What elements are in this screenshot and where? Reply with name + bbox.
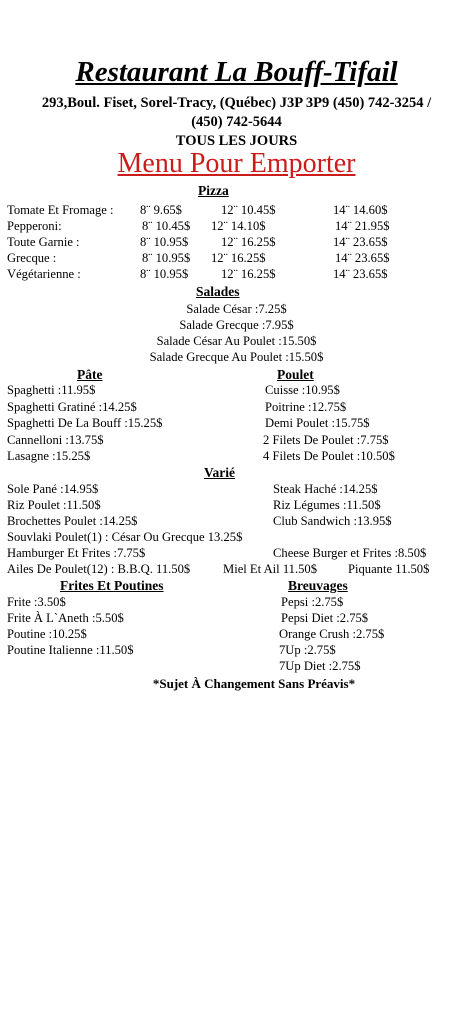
salade-item: Salade César Au Poulet :15.50$ (156, 334, 317, 348)
pate-item: Lasagne :15.25$ (7, 449, 91, 463)
pizza-price-12: 12¨ 16.25$ (211, 251, 266, 265)
salades-heading: Salades (196, 284, 240, 299)
poulet-heading: Poulet (277, 367, 314, 382)
pizza-price-12: 12¨ 14.10$ (211, 219, 266, 233)
frites-item: Frite :3.50$ (7, 595, 66, 609)
ailes-item: Ailes De Poulet(12) : B.B.Q. 11.50$ (7, 562, 191, 576)
price-change-notice: *Sujet À Changement Sans Préavis* (152, 676, 356, 691)
varie-item: Riz Légumes :11.50$ (273, 498, 381, 512)
pizza-heading: Pizza (198, 183, 229, 198)
pizza-price-12: 12¨ 16.25$ (221, 235, 276, 249)
varie-item: Brochettes Poulet :14.25$ (7, 514, 138, 528)
pizza-price-14: 14¨ 23.65$ (335, 251, 390, 265)
opening-hours: TOUS LES JOURS (175, 133, 298, 149)
pate-item: Cannelloni :13.75$ (7, 433, 104, 447)
varie-item: Riz Poulet :11.50$ (7, 498, 101, 512)
breuvage-item: 7Up :2.75$ (279, 643, 336, 657)
ailes-piquante-item: Piquante 11.50$ (348, 562, 430, 576)
varie-item: Steak Haché :14.25$ (273, 482, 378, 496)
breuvage-item: 7Up Diet :2.75$ (279, 659, 361, 673)
breuvage-item: Pepsi Diet :2.75$ (281, 611, 369, 625)
address-line-2: (450) 742-5644 (191, 114, 282, 130)
pizza-name: Grecque : (7, 251, 57, 265)
frites-item: Poutine :10.25$ (7, 627, 87, 641)
salade-item: Salade Grecque Au Poulet :15.50$ (149, 350, 324, 364)
hamburger-item: Hamburger Et Frites :7.75$ (7, 546, 146, 560)
pizza-name: Toute Garnie : (7, 235, 80, 249)
poulet-item: 2 Filets De Poulet :7.75$ (263, 433, 389, 447)
pizza-price-14: 14¨ 23.65$ (333, 235, 388, 249)
breuvages-heading: Breuvages (288, 578, 348, 593)
pizza-price-14: 14¨ 21.95$ (335, 219, 390, 233)
pizza-price-8: 8¨ 10.95$ (140, 267, 189, 281)
pizza-name: Pepperoni: (7, 219, 62, 233)
pizza-name: Tomate Et Fromage : (7, 203, 114, 217)
breuvage-item: Pepsi :2.75$ (281, 595, 344, 609)
pizza-price-8: 8¨ 10.95$ (140, 235, 189, 249)
salade-item: Salade César :7.25$ (186, 302, 287, 316)
frites-item: Poutine Italienne :11.50$ (7, 643, 134, 657)
pizza-name: Végétarienne : (7, 267, 81, 281)
poulet-item: Demi Poulet :15.75$ (265, 416, 370, 430)
address-line-1: 293,Boul. Fiset, Sorel-Tracy, (Québec) J3P 3P9 (450) 742-3254 / (41, 95, 432, 111)
pizza-price-8: 8¨ 10.95$ (142, 251, 191, 265)
souvlaki-item: Souvlaki Poulet(1) : César Ou Grecque 13.25$ (7, 530, 243, 544)
menu-title: Menu Pour Emporter (117, 148, 356, 179)
varie-item: Sole Pané :14.95$ (7, 482, 99, 496)
frites-heading: Frites Et Poutines (60, 578, 164, 593)
pate-item: Spaghetti Gratiné :14.25$ (7, 400, 137, 414)
restaurant-address (0, 94, 473, 132)
poulet-item: 4 Filets De Poulet :10.50$ (263, 449, 395, 463)
poulet-item: Poitrine :12.75$ (265, 400, 347, 414)
restaurant-name: Restaurant La Bouff-Tifail (75, 56, 398, 88)
pizza-price-14: 14¨ 14.60$ (333, 203, 388, 217)
pate-heading: Pâte (77, 367, 103, 382)
pate-item: Spaghetti De La Bouff :15.25$ (7, 416, 163, 430)
pizza-price-8: 8¨ 10.45$ (142, 219, 191, 233)
salade-item: Salade Grecque :7.95$ (179, 318, 294, 332)
breuvage-item: Orange Crush :2.75$ (279, 627, 385, 641)
pizza-price-14: 14¨ 23.65$ (333, 267, 388, 281)
frites-item: Frite À L`Aneth :5.50$ (7, 611, 124, 625)
poulet-item: Cuisse :10.95$ (265, 383, 340, 397)
pizza-price-12: 12¨ 16.25$ (221, 267, 276, 281)
pizza-price-8: 8¨ 9.65$ (140, 203, 182, 217)
ailes-miel-item: Miel Et Ail 11.50$ (223, 562, 317, 576)
varie-item: Club Sandwich :13.95$ (273, 514, 392, 528)
pizza-price-12: 12¨ 10.45$ (221, 203, 276, 217)
cheese-burger-item: Cheese Burger et Frites :8.50$ (273, 546, 427, 560)
varie-heading: Varié (204, 465, 235, 480)
pate-item: Spaghetti :11.95$ (7, 383, 96, 397)
